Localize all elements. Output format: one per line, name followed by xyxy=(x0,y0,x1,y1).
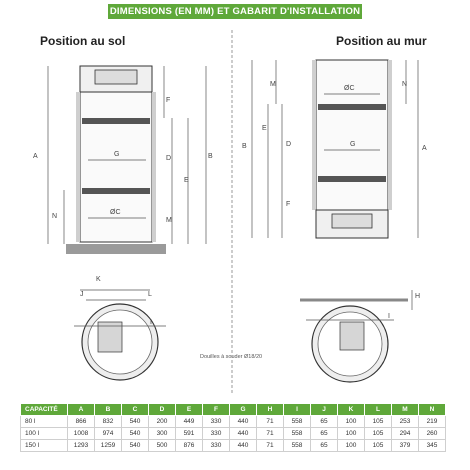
label-m-floor: M xyxy=(166,217,172,224)
table-cell: 440 xyxy=(230,416,257,428)
header-d: D xyxy=(149,404,176,416)
header-b: B xyxy=(95,404,122,416)
control-panel xyxy=(95,70,137,84)
row-capacity: 100 l xyxy=(21,428,68,440)
label-c-wall: ØC xyxy=(344,85,355,92)
table-cell: 449 xyxy=(176,416,203,428)
table-cell: 540 xyxy=(122,440,149,452)
table-cell: 866 xyxy=(68,416,95,428)
label-c-floor: ØC xyxy=(110,209,121,216)
table-cell: 219 xyxy=(419,416,446,428)
floor-position-title: Position au sol xyxy=(40,34,126,48)
label-j: J xyxy=(80,291,84,298)
floor-tank-drawing xyxy=(66,66,166,254)
table-cell: 440 xyxy=(230,428,257,440)
table-cell: 558 xyxy=(284,428,311,440)
wall-element-block xyxy=(340,322,364,350)
side-strip-right xyxy=(152,92,156,242)
table-cell: 540 xyxy=(122,428,149,440)
upper-bracket xyxy=(82,118,150,124)
label-k: K xyxy=(96,276,101,283)
table-cell: 71 xyxy=(257,428,284,440)
table-cell: 65 xyxy=(311,416,338,428)
table-header-row xyxy=(21,404,446,416)
table-cell: 100 xyxy=(338,440,365,452)
table-cell: 105 xyxy=(365,416,392,428)
label-d-wall: D xyxy=(286,141,292,148)
table-cell: 330 xyxy=(203,440,230,452)
table-cell: 71 xyxy=(257,440,284,452)
table-cell: 591 xyxy=(176,428,203,440)
header-c: C xyxy=(122,404,149,416)
table-cell: 253 xyxy=(392,416,419,428)
label-a-floor: A xyxy=(33,153,38,160)
label-d-floor: D xyxy=(166,155,172,162)
table-cell: 105 xyxy=(365,428,392,440)
wall-tank-body xyxy=(316,60,388,210)
table-cell: 1008 xyxy=(68,428,95,440)
label-n-wall: N xyxy=(402,81,408,88)
table-cell: 379 xyxy=(392,440,419,452)
header-n: N xyxy=(419,404,446,416)
table-cell: 100 xyxy=(338,428,365,440)
table-cell: 876 xyxy=(176,440,203,452)
table-cell: 300 xyxy=(149,428,176,440)
label-e-wall: E xyxy=(262,125,267,132)
table-cell: 440 xyxy=(230,440,257,452)
lower-bracket xyxy=(82,188,150,194)
wall-top-view xyxy=(300,290,412,382)
wall-position-title: Position au mur xyxy=(336,34,427,48)
label-b-wall: B xyxy=(242,143,247,150)
table-cell: 345 xyxy=(419,440,446,452)
header-h: H xyxy=(257,404,284,416)
fittings-note: Douilles à souder Ø18/20 xyxy=(200,354,263,360)
table-cell: 832 xyxy=(95,416,122,428)
wall-lower-bracket xyxy=(318,176,386,182)
table-cell: 260 xyxy=(419,428,446,440)
table-cell: 974 xyxy=(95,428,122,440)
table-cell: 65 xyxy=(311,428,338,440)
label-f-wall: F xyxy=(286,201,291,208)
floor-element-block xyxy=(98,322,122,352)
label-l: L xyxy=(148,291,152,298)
label-b-floor: B xyxy=(208,153,213,160)
label-m-wall: M xyxy=(270,81,276,88)
table-cell: 71 xyxy=(257,416,284,428)
row-capacity: 150 l xyxy=(21,440,68,452)
header-capacity: CAPACITÉ xyxy=(21,404,68,416)
table-cell: 1293 xyxy=(68,440,95,452)
label-g-floor: G xyxy=(114,151,120,158)
header-m: M xyxy=(392,404,419,416)
label-f-floor: F xyxy=(166,97,171,104)
table-cell: 558 xyxy=(284,440,311,452)
table-cell: 100 xyxy=(338,416,365,428)
header-f: F xyxy=(203,404,230,416)
table-cell: 1259 xyxy=(95,440,122,452)
header-k: K xyxy=(338,404,365,416)
header-g: G xyxy=(230,404,257,416)
section-banner: DIMENSIONS (EN MM) ET GABARIT D'INSTALLATION xyxy=(109,6,361,17)
dimensions-table xyxy=(20,403,446,452)
table-cell: 200 xyxy=(149,416,176,428)
wall-strip-right xyxy=(388,60,392,210)
header-i: I xyxy=(284,404,311,416)
wall-upper-bracket xyxy=(318,104,386,110)
table-cell: 500 xyxy=(149,440,176,452)
table-row xyxy=(21,416,446,428)
label-h: H xyxy=(415,293,421,300)
floor-top-view xyxy=(74,290,166,380)
label-n-floor: N xyxy=(52,213,58,220)
table-cell: 330 xyxy=(203,416,230,428)
label-i-wall: I xyxy=(388,313,390,320)
table-row xyxy=(21,440,446,452)
table-cell: 540 xyxy=(122,416,149,428)
label-g-wall: G xyxy=(350,141,356,148)
header-a: A xyxy=(68,404,95,416)
table-row xyxy=(21,428,446,440)
header-j: J xyxy=(311,404,338,416)
table-cell: 558 xyxy=(284,416,311,428)
header-e: E xyxy=(176,404,203,416)
wall-strip-left xyxy=(312,60,316,210)
tank-body xyxy=(80,92,152,242)
label-i-floor: I xyxy=(150,319,152,326)
table-cell: 105 xyxy=(365,440,392,452)
side-strip-left xyxy=(76,92,80,242)
wall-spacer xyxy=(240,56,248,246)
wall-control-panel xyxy=(332,214,372,228)
wall-tank-drawing xyxy=(240,56,392,246)
table-cell: 65 xyxy=(311,440,338,452)
label-a-wall: A xyxy=(422,145,427,152)
table-cell: 294 xyxy=(392,428,419,440)
row-capacity: 80 l xyxy=(21,416,68,428)
header-l: L xyxy=(365,404,392,416)
label-e-floor: E xyxy=(184,177,189,184)
table-cell: 330 xyxy=(203,428,230,440)
floor-hatch xyxy=(66,244,166,254)
